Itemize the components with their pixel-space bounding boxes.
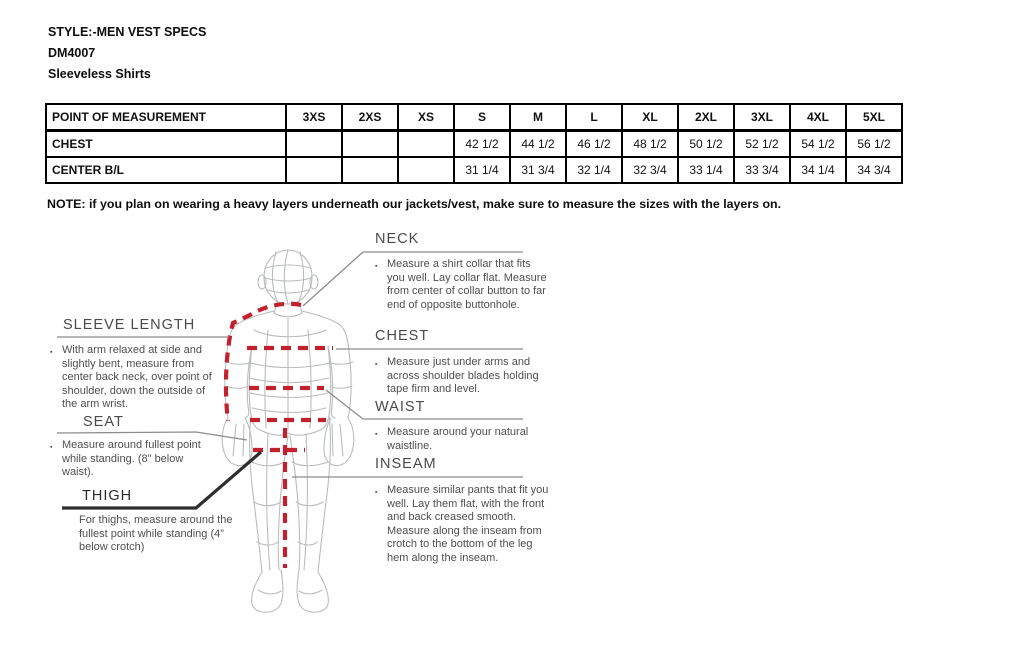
table-cell: 56 1/2 bbox=[846, 131, 902, 158]
neck-description: ▪ Measure a shirt collar that fits you well. Lay collar flat. Measure from center of collar button to far end of opposite buttonhole. bbox=[375, 258, 547, 311]
bullet-icon: ▪ bbox=[375, 361, 378, 368]
subtitle: Sleeveless Shirts bbox=[48, 67, 151, 81]
table-header-cell: 3XL bbox=[734, 104, 790, 131]
waist-label: WAIST bbox=[375, 399, 426, 415]
table-cell: 32 1/4 bbox=[566, 157, 622, 183]
table-header-cell: S bbox=[454, 104, 510, 131]
bullet-icon: ▪ bbox=[50, 444, 53, 451]
table-header-cell: 5XL bbox=[846, 104, 902, 131]
table-header-cell: 2XS bbox=[342, 104, 398, 131]
table-cell: 34 3/4 bbox=[846, 157, 902, 183]
bullet-icon: ▪ bbox=[375, 489, 378, 496]
seat-label: SEAT bbox=[83, 414, 124, 430]
table-cell: 48 1/2 bbox=[622, 131, 678, 158]
table-header-cell: L bbox=[566, 104, 622, 131]
model-code: DM4007 bbox=[48, 46, 96, 60]
table-cell: 50 1/2 bbox=[678, 131, 734, 158]
thigh-description: For thighs, measure around the fullest point while standing (4” below crotch) bbox=[79, 514, 233, 553]
table-cell: 34 1/4 bbox=[790, 157, 846, 183]
table-cell: 52 1/2 bbox=[734, 131, 790, 158]
measurement-lines bbox=[226, 304, 333, 568]
table-cell: 42 1/2 bbox=[454, 131, 510, 158]
table-header-cell: POINT OF MEASUREMENT bbox=[46, 104, 286, 131]
bullet-icon: ▪ bbox=[50, 349, 53, 356]
seat-description: ▪ Measure around fullest point while standing. (8" below waist). bbox=[50, 439, 201, 478]
neck-label: NECK bbox=[375, 231, 420, 247]
table-cell: 54 1/2 bbox=[790, 131, 846, 158]
table-cell: 32 3/4 bbox=[622, 157, 678, 183]
neck-sleeve-measure-line bbox=[226, 304, 301, 421]
table-header-cell: XS bbox=[398, 104, 454, 131]
table-cell: 31 3/4 bbox=[510, 157, 566, 183]
table-cell: 44 1/2 bbox=[510, 131, 566, 158]
bullet-icon: ▪ bbox=[375, 431, 378, 438]
sleeve-length-label: SLEEVE LENGTH bbox=[63, 317, 196, 333]
table-cell: 33 1/4 bbox=[678, 157, 734, 183]
table-cell: 46 1/2 bbox=[566, 131, 622, 158]
body-wireframe-figure bbox=[222, 250, 354, 612]
chest-label: CHEST bbox=[375, 328, 430, 344]
table-header-cell: 3XS bbox=[286, 104, 342, 131]
table-cell: 31 1/4 bbox=[454, 157, 510, 183]
inseam-label: INSEAM bbox=[375, 456, 437, 472]
table-header-cell: 4XL bbox=[790, 104, 846, 131]
row-label-center-bl: CENTER B/L bbox=[46, 157, 286, 183]
inseam-description: ▪ Measure similar pants that fit you well. Lay them flat, with the front and back creased smooth. Measure along the inseam from crotch to the bottom of the leg hem along the inseam. bbox=[375, 484, 549, 564]
chest-description: ▪ Measure just under arms and across shoulder blades holding tape firm and level. bbox=[375, 356, 539, 395]
table-header-cell: XL bbox=[622, 104, 678, 131]
style-title: STYLE:-MEN VEST SPECS bbox=[48, 25, 207, 39]
bullet-icon: ▪ bbox=[375, 263, 378, 270]
thigh-label: THIGH bbox=[82, 488, 133, 504]
sleeve-length-description: ▪ With arm relaxed at side and slightly bent, measure from center back neck, over point of shoulder, down the outside of the arm wrist. bbox=[50, 344, 212, 410]
waist-description: ▪ Measure around your natural waistline. bbox=[375, 426, 529, 452]
row-label-chest: CHEST bbox=[46, 131, 286, 158]
table-cell: 33 3/4 bbox=[734, 157, 790, 183]
table-header-cell: 2XL bbox=[678, 104, 734, 131]
table-header-cell: M bbox=[510, 104, 566, 131]
note-text: NOTE: if you plan on wearing a heavy layers underneath our jackets/vest, make sure to measure the sizes with the layers on. bbox=[47, 197, 782, 211]
